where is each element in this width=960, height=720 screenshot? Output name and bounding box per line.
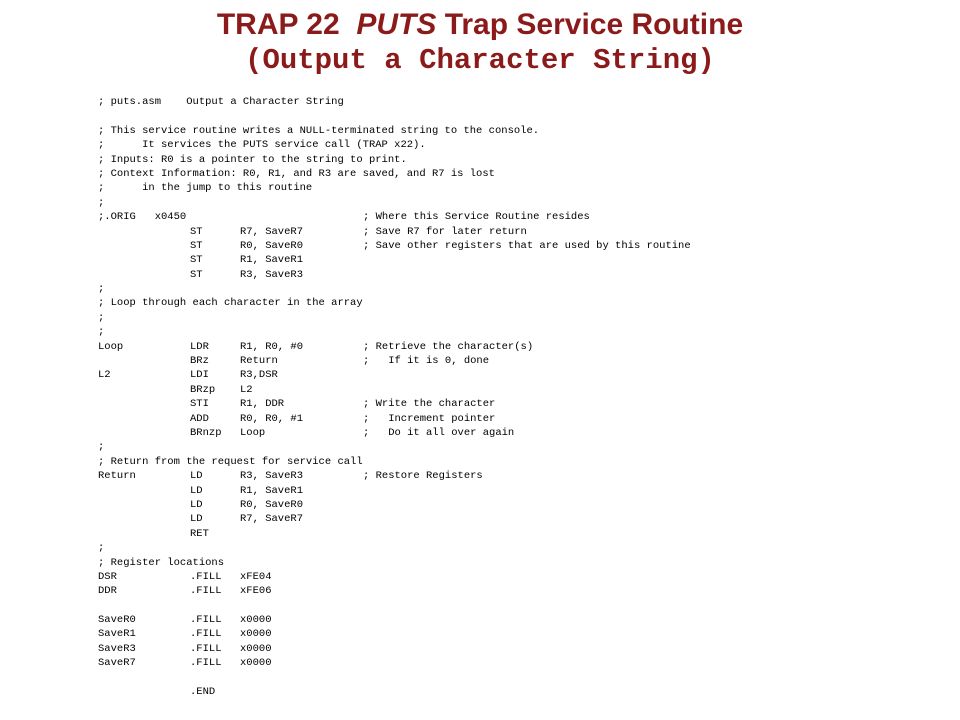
code-line (98, 368, 938, 382)
code-line (98, 397, 938, 411)
code-comment: ; Write the character (363, 398, 496, 411)
code-label: DSR (98, 570, 117, 583)
code-operands: R1, R0, #0 (240, 340, 304, 353)
code-operands: L2 (240, 383, 253, 396)
code-operands: R3,DSR (240, 369, 278, 382)
code-comment-line: ; (98, 311, 105, 324)
code-comment: ; If it is 0, done (363, 355, 490, 368)
code-comment: ; Do it all over again (363, 426, 515, 439)
code-operands: R0, SaveR0 (240, 498, 304, 511)
code-line (98, 426, 938, 440)
code-line (98, 225, 938, 239)
code-operands: R7, SaveR7 (240, 513, 304, 526)
code-line (98, 167, 938, 181)
code-comment-line: ; puts.asm Output a Character String (98, 96, 344, 108)
code-operands: R0, SaveR0 (240, 239, 304, 252)
code-line (98, 613, 938, 627)
code-line (98, 181, 938, 195)
code-comment: ; Save R7 for later return (363, 225, 527, 238)
code-line (98, 469, 938, 483)
code-operands: R3, SaveR3 (240, 470, 304, 483)
code-line (98, 354, 938, 368)
title-subtitle: (Output a Character String) (245, 44, 715, 77)
code-comment-line: ; (98, 196, 105, 209)
code-comment-line: ; Return from the request for service call (98, 455, 363, 468)
code-label: SaveR0 (98, 614, 136, 627)
code-line (98, 340, 938, 354)
code-operands: x0000 (240, 628, 272, 641)
code-operands: R1, SaveR1 (240, 254, 304, 267)
code-comment-line: ; Context Information: R0, R1, and R3 are saved, and R7 is lost (98, 167, 495, 180)
title-rest: Trap Service Routine (444, 8, 744, 41)
code-operands: xFE06 (240, 585, 272, 598)
code-opcode: BRzp (190, 383, 216, 396)
code-comment-line: ; (98, 441, 105, 454)
code-line (98, 412, 938, 426)
code-line (98, 455, 938, 469)
code-line (98, 656, 938, 670)
code-operands: Return (240, 355, 278, 368)
code-line (98, 138, 938, 152)
code-comment-line: ; Register locations (98, 556, 225, 569)
code-comment: ; Save other registers that are used by this routine (363, 239, 691, 252)
code-label: SaveR3 (98, 642, 136, 655)
code-operands: R3, SaveR3 (240, 268, 304, 281)
code-opcode: LD (190, 513, 203, 526)
code-opcode: STI (190, 398, 209, 411)
code-line (98, 268, 938, 282)
code-operands: R1, DDR (240, 398, 285, 411)
code-line (98, 124, 938, 138)
code-operands: x0000 (240, 614, 272, 627)
code-label: SaveR1 (98, 628, 136, 641)
code-listing (98, 95, 938, 699)
code-opcode: ADD (190, 412, 209, 425)
code-comment-line: ; This service routine writes a NULL-terminated string to the console. (98, 124, 540, 137)
code-line (98, 296, 938, 310)
code-line (98, 282, 938, 296)
code-operands: R1, SaveR1 (240, 484, 304, 497)
code-operands: x0000 (240, 657, 272, 670)
code-opcode: BRnzp (190, 426, 222, 439)
title-main (0, 8, 960, 42)
code-comment-line: ; Inputs: R0 is a pointer to the string to print. (98, 153, 407, 166)
code-opcode: LD (190, 484, 203, 497)
code-opcode: ST (190, 239, 203, 252)
code-comment-line: ; (98, 283, 105, 296)
code-line (98, 196, 938, 210)
code-comment: ; Increment pointer (363, 412, 496, 425)
code-opcode: .FILL (190, 642, 222, 655)
code-line (98, 584, 938, 598)
code-line (98, 642, 938, 656)
code-operands: x0000 (240, 642, 272, 655)
code-label: L2 (98, 369, 111, 382)
code-operands: R7, SaveR7 (240, 225, 304, 238)
code-line (98, 383, 938, 397)
code-label: ;.ORIG x0450 (98, 211, 187, 224)
code-label: Return (98, 470, 136, 483)
code-line (98, 440, 938, 454)
code-opcode: .FILL (190, 585, 222, 598)
code-opcode: .FILL (190, 657, 222, 670)
code-line (98, 253, 938, 267)
code-line (98, 498, 938, 512)
code-opcode: ST (190, 225, 203, 238)
code-comment: ; Retrieve the character(s) (363, 340, 534, 353)
code-line (98, 512, 938, 526)
code-line (98, 311, 938, 325)
code-line (98, 599, 938, 613)
code-opcode: LDR (190, 340, 209, 353)
title-trap: TRAP 22 (216, 8, 340, 41)
code-line (98, 570, 938, 584)
code-operands: R0, R0, #1 (240, 412, 304, 425)
code-line (98, 685, 938, 699)
code-comment-line: ; (98, 326, 105, 339)
code-label: Loop (98, 340, 124, 353)
code-opcode: ST (190, 268, 203, 281)
code-opcode: .FILL (190, 628, 222, 641)
code-line (98, 109, 938, 123)
title-routine-name: PUTS (356, 8, 437, 41)
code-opcode: LD (190, 470, 203, 483)
code-opcode: ST (190, 254, 203, 267)
code-line (98, 95, 938, 109)
code-line (98, 627, 938, 641)
code-line (98, 541, 938, 555)
code-comment-line: ; in the jump to this routine (98, 182, 313, 195)
code-line (98, 556, 938, 570)
code-line (98, 325, 938, 339)
code-comment: ; Where this Service Routine resides (363, 211, 590, 224)
code-opcode: .END (190, 686, 216, 699)
slide-title (0, 8, 960, 78)
code-comment-line: ; It services the PUTS service call (TRAP x22). (98, 139, 426, 152)
code-comment-line: ; Loop through each character in the array (98, 297, 363, 310)
code-operands: xFE04 (240, 570, 272, 583)
code-opcode: .FILL (190, 614, 222, 627)
code-line (98, 153, 938, 167)
code-line (98, 527, 938, 541)
code-opcode: BRz (190, 355, 209, 368)
code-label: DDR (98, 585, 117, 598)
code-opcode: LDI (190, 369, 209, 382)
code-opcode: LD (190, 498, 203, 511)
code-comment: ; Restore Registers (363, 470, 483, 483)
code-line (98, 210, 938, 224)
code-line (98, 484, 938, 498)
code-line (98, 239, 938, 253)
code-comment-line: ; (98, 542, 105, 555)
code-operands: Loop (240, 426, 266, 439)
code-opcode: .FILL (190, 570, 222, 583)
code-opcode: RET (190, 527, 209, 540)
code-label: SaveR7 (98, 657, 136, 670)
code-line (98, 671, 938, 685)
